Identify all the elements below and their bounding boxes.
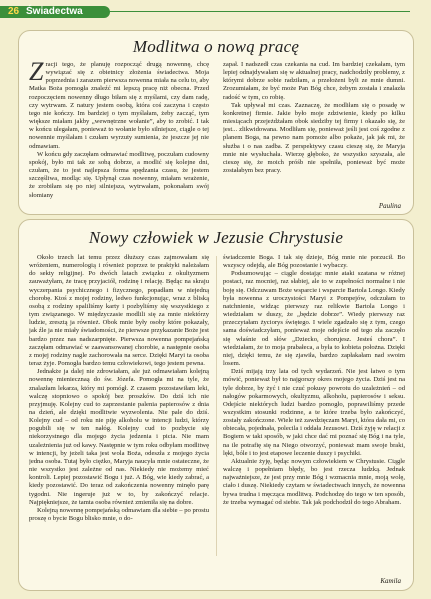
author-signature: Kamila	[380, 577, 401, 585]
paragraph: zapał. I nadszedł czas czekania na cud. Im bardziej czekałam, tym lepiej odnajdywałam się w aktualnej pracy, nadchodziły problemy, z którymi dobrze sobie radziłam, a przełożeni byli ze mnie dumni. Zrozumiałam, że być może Pan Bóg chce, żebym została i znalazła radość w tym, co robię.	[223, 61, 405, 101]
header-rule	[110, 11, 410, 12]
paragraph: Zracji tego, że planuję rozpocząć drugą nowennę, chcę wywiązać się z obietnicy złożenia świadectwa. Moja poprzednia i zarazem pierwsza nowenna miała na celu to, aby Matka Boża pomogła znaleźć mi lepszą pracę niż obecna. Przed rozpoczęciem nowenny długo biłam się z myślami, czy dam radę, czy wytrwam. Z natury jestem osobą, która coś zaczyna i często tego nie kończy. Im bardziej o tym myślałam, żeby zacząć, tym większe miałam jakby „wewnętrzne wołanie”, aby to zrobić. I tak w końcu ulegałam, ponieważ to wołanie było silniejsze, ciągle o tej nowennie myślałam i czułam wyrzuty sumienia, że jeszcze jej nie odmawiam.	[29, 61, 209, 150]
drop-cap: Z	[29, 61, 44, 86]
article-nowy-czlowiek	[18, 219, 414, 591]
section-name: Świadectwa	[26, 6, 83, 17]
page-number: 26	[8, 6, 20, 17]
paragraph: Podsumowując – ciągle dostając mnie ataki szatana w różnej postaci, raz mocniej, raz słabiej, ale to w zupełności normalne i nie boję się. Odczuwam Boże wsparcie i wsparcie Bartola Longo. Kiedy była nowenna z uroczystości Maryi z Pompejów, odczułam to natchnienie, widząc pierwszy raz relikwie Bartola Longo i wiedziałam w duszy, że „będzie dobrze”. Wiedy pierwszy raz przeczytałam życiorys świętego. I wiele zgadzało się z tym, czego sama doświadczyłam, ponieważ moje odejście od tego zła zaczęło się właśnie od słów „Dziecko, chorujesz. Jesteś chora”. I wiedziałam, że to moja prabałeca, a była to kobieta położna. Dzięki niej, dzięki temu, że się zjawiła, bardzo zapłakałam nad swoim losem.	[223, 270, 405, 368]
article-column-left	[29, 254, 209, 584]
article-column-left	[29, 61, 209, 211]
article-column-right	[223, 61, 405, 203]
page-header	[0, 0, 431, 22]
paragraph: Jednakże ja dalej nie zdrowiałam, ale już odmawiałam kolejną nowennę mieniecznaą do św. Józefa. Pomogła mi na tyle, że znalazłam lekarza, który mi pomógł. Z czasem pozostawiłam leki, walczę stopniowo o spokój bez proszków. Do dziś ich nie przyjmuję. Kolejny cud to zaprzestanie palenia papierosów z dnia na dzień, ale dzięki modlitwie wyzwolenia. Nie pale do dziś. Kolejny cud – od roku nie piję alkoholu w intencji ludzi, którzy pogubili się w ten nałóg. Kolejny cud to pozbycie się niekorzystnego dla mojego życia jedzenia i picia. Nie mam uzależnienia już od kawy. Następnie w tym roku odbyłam modlitwę w intencji, by jeżeli taka jest wola Boża, odeszła z mojego życia jedna osoba. Tutaj było ciężko, Maryja naucyła mnie ostateczne, że nie wszystko jest zależne od nas. Niekiedy nie możemy mieć kontroli. Lepiej pozostawić Bogu i już. A Bóg, wie kiedy zabrać, a kiedy pozostawić. Do teraz od zakończenia nowenny minęło parę tygodni. Nie ingeruje już w to, by zakończyć relacje. Najpiękniejsze, że tamta osoba również zmieniła się na dobre.	[29, 368, 209, 506]
paragraph: Aktualnie żyję, będąc nowym człowiekiem w Chrystusie. Ciągle walczę i popełniam błędy, bo jest rzecza ludzką. Jednak najważniejsze, że jest przy mnie Bóg i wzmacnia mnie, moją wolę, ciało i duszę. Niekiedy czytam w świadectwach innych, że nowenna bywa trudna i męcząca modlitwą. Podchodzę do tego w ten sposób, że trzeba wymagać od siebie. Tak jak podchodził do tego Abraham.	[223, 457, 405, 506]
article-column-right	[223, 254, 405, 576]
column-divider	[216, 256, 217, 556]
article-modlitwa	[18, 30, 414, 215]
paragraph: Około trzech lat temu przez dłuższy czas zajmowałam się wróżeniem, numerologią i również poprzez te praktyki należałam do sekty religijnej. Po dwóch latach związku z okultyzmem zauważyłam, że tracę przyjaciół, rodzinę i relację. Będąc na skraju wyczerpania psychicznego i fizycznego, popadłam w niejedną chorobę. Ktoś z mojej rodziny, ledwo funkcjonując, wraz z bliską osobą z rodziny spaliliśmy karty i pozbyliśmy się wszystkiego z tym związanego. W międzyczasie modlili się za mnie niektórzy ludzie, zresztą ja również. Obok mnie były osoby które pokazały, jak źle ja nie miały świadomości, że pierwsze przykazanie Boże jest bardzo przez nas nadszarpnięte. Pierwsza nowenna pompejańską zaczęłam odmawiać w zaawansowanej chorobie, a następnie osoba z mojej rodziny nagle zachorowała na serce. Dzięki Maryi ta osoba teraz żyje. Pomogła bardzo temu człowiekowi, tego jestem pewna.	[29, 254, 209, 368]
author-signature: Paulina	[378, 202, 401, 210]
article-title: Nowy człowiek w Jezusie Chrystusie	[88, 228, 344, 247]
paragraph: Tak upływał mi czas. Zaznaczę, że modliłam się o posadę w konkretnej firmie. Jakie było moje zdziwienie, kiedy po kilku miesiącach przejeżdżałam obok siedziby tej firmy i okazało się, że jest... zlikwidowana. Modliłam się, ponieważ jeśli jest coś zgodne z planem Boga, na pewno nam pomoże albo pokaże, jak jak mi, że służba i o nas zadba. Z perspektywy czasu cieszę się, że Maryja mnie nie wysłuchała. Wierzę głęboko, że wszystko szyszała, ale cieszę się, że moich próśb nie spełniła, ponieważ być może zostałabym bez pracy.	[223, 101, 405, 175]
paragraph: Dziś mijają trzy lata od tych wydarzeń. Nie jest łatwo o tym mówić, ponieważ był to najgorszy okres mojego życia. Dziś jest na tyle dobrze, by żyć i nie czuć pokusy powrotu do uzależnień – od nałogów pokarmowych, okultyzmu, alkoholu, papierosów i seksu. Odejście niektórych ludzi bardzo pomogło, poprawiliśmy przede wszystkim stosunki rodzinne, a te które trzeba było zakończyć, zostały zakończone. Wiele też zawdzięczam Maryi, która dała mi, co obiecała, pojednała, polecila i oddała Jezusowi. Dziś żyję w relacji z Bogiem w taki sposób, w jaki chce dać mi poznać się Bóg i na tyle, na ile potrafię się na Niego otworzyć, ponieważ mam swoje braki, lęki, bóle i to jest etapowe leczenie duszy i psychiki.	[223, 368, 405, 457]
paragraph: Kolejną nowennę pompejańską odmawiam dla siebie – po prostu proszę o bycie Bogu blisko mnie, o do-	[29, 506, 209, 522]
paragraph: świadczenie Boga. I tak się dzieje, Bóg mnie nie porzucił. Bo wszyscy odejdą, ale Bóg pozostanie i wybaczy.	[223, 254, 405, 270]
paragraph: W końcu gdy zaczęłam odmawiać modlitwę, poczułam cudowny spokój, było mi tak ze sobą dobrze, a modlić się kolejne dni, czułam, że to jest najlepsza forma spędzania czasu, że jestem szczęśliwa, modląc się. Upłynął czas nowenny, miałam wrażenie, że zrobiłam się po niej silniejsza, wytrwałam, pokonałam swój słomiany	[29, 150, 209, 199]
article-title: Modlitwa o nową pracę	[132, 37, 300, 56]
